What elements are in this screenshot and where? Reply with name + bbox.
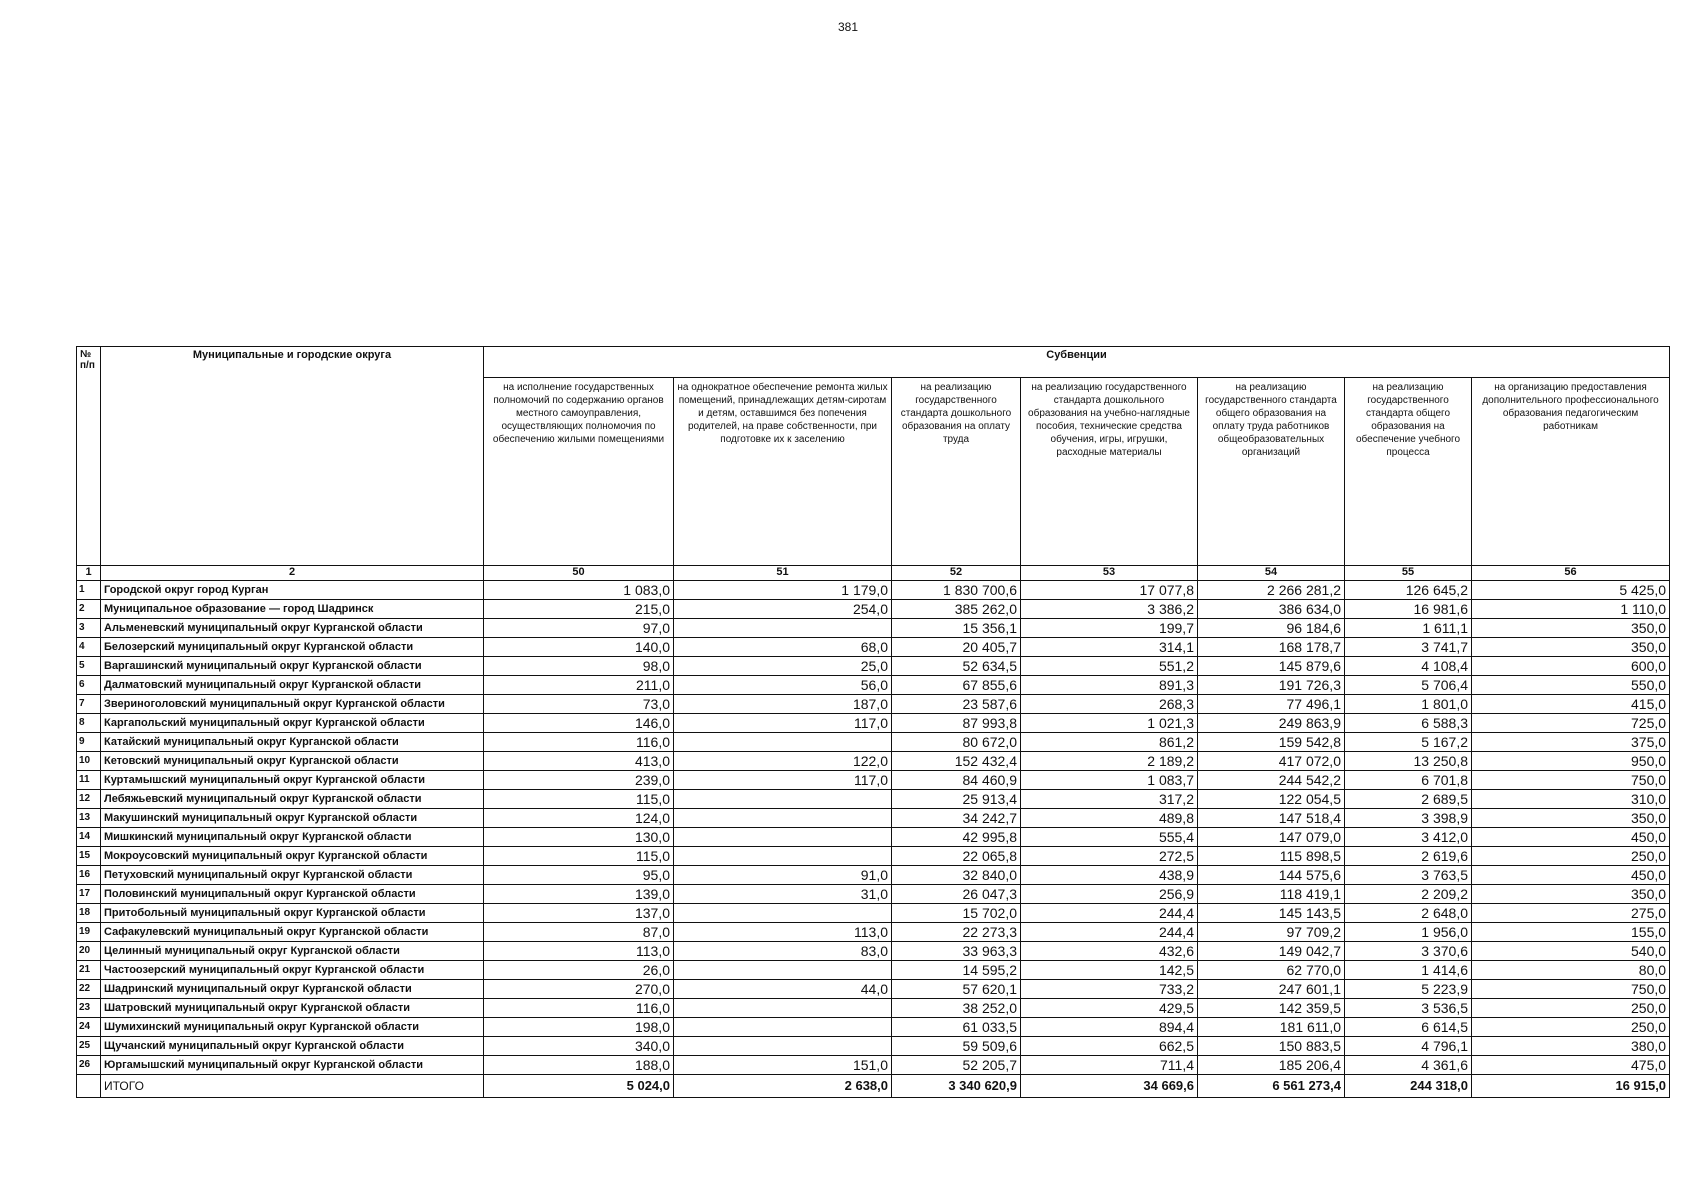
- value-cell: 3 386,2: [1021, 600, 1198, 619]
- value-cell: 152 432,4: [892, 752, 1021, 771]
- total-label: ИТОГО: [101, 1075, 484, 1098]
- district-name: Городской округ город Курган: [101, 581, 484, 600]
- value-cell: 73,0: [484, 695, 674, 714]
- table-row: [77, 923, 1670, 942]
- row-number: 23: [77, 999, 101, 1018]
- table-row: [77, 1056, 1670, 1075]
- table-row: [77, 961, 1670, 980]
- value-cell: 1 414,6: [1345, 961, 1472, 980]
- value-cell: 32 840,0: [892, 866, 1021, 885]
- district-name: Звериноголовский муниципальный округ Курганской области: [101, 695, 484, 714]
- total-row-number: [77, 1075, 101, 1098]
- value-cell: 3 741,7: [1345, 638, 1472, 657]
- value-cell: 118 419,1: [1198, 885, 1345, 904]
- district-name: Мишкинский муниципальный округ Курганской области: [101, 828, 484, 847]
- row-number: 17: [77, 885, 101, 904]
- column-header-55: на реализацию государственного стандарта общего образования на обеспечение учебного процесса: [1345, 378, 1472, 566]
- value-cell: 215,0: [484, 600, 674, 619]
- value-cell: 2 189,2: [1021, 752, 1198, 771]
- value-cell: 139,0: [484, 885, 674, 904]
- total-value-cell: 34 669,6: [1021, 1075, 1198, 1098]
- row-number: 8: [77, 714, 101, 733]
- value-cell: 44,0: [674, 980, 892, 999]
- value-cell: 181 611,0: [1198, 1018, 1345, 1037]
- value-cell: 188,0: [484, 1056, 674, 1075]
- district-name: Варгашинский муниципальный округ Курганской области: [101, 657, 484, 676]
- district-name: Шадринский муниципальный округ Курганской области: [101, 980, 484, 999]
- value-cell: 450,0: [1472, 828, 1670, 847]
- table-row: [77, 999, 1670, 1018]
- district-name: Половинский муниципальный округ Курганской области: [101, 885, 484, 904]
- value-cell: 711,4: [1021, 1056, 1198, 1075]
- value-cell: 250,0: [1472, 999, 1670, 1018]
- value-cell: 142 359,5: [1198, 999, 1345, 1018]
- value-cell: 62 770,0: [1198, 961, 1345, 980]
- row-number: 3: [77, 619, 101, 638]
- value-cell: 191 726,3: [1198, 676, 1345, 695]
- row-number: 7: [77, 695, 101, 714]
- value-cell: 891,3: [1021, 676, 1198, 695]
- value-cell: 25 913,4: [892, 790, 1021, 809]
- column-header-53: на реализацию государственного стандарта дошкольного образования на учебно-наглядные пособия, технические средства обучения, игры, игрушки, расходные материалы: [1021, 378, 1198, 566]
- value-cell: [674, 847, 892, 866]
- value-cell: 17 077,8: [1021, 581, 1198, 600]
- header-num: № п/п: [77, 347, 101, 566]
- col-number-50: 50: [484, 566, 674, 581]
- page-number: 381: [837, 20, 859, 34]
- value-cell: [674, 828, 892, 847]
- header-district: Муниципальные и городские округа: [101, 347, 484, 566]
- value-cell: 22 273,3: [892, 923, 1021, 942]
- value-cell: 3 370,6: [1345, 942, 1472, 961]
- value-cell: 2 648,0: [1345, 904, 1472, 923]
- value-cell: 2 209,2: [1345, 885, 1472, 904]
- table-row: [77, 752, 1670, 771]
- column-header-52: на реализацию государственного стандарта дошкольного образования на оплату труда: [892, 378, 1021, 566]
- district-name: Мокроусовский муниципальный округ Курганской области: [101, 847, 484, 866]
- value-cell: 168 178,7: [1198, 638, 1345, 657]
- value-cell: 20 405,7: [892, 638, 1021, 657]
- value-cell: 600,0: [1472, 657, 1670, 676]
- value-cell: 380,0: [1472, 1037, 1670, 1056]
- value-cell: 5 706,4: [1345, 676, 1472, 695]
- value-cell: 42 995,8: [892, 828, 1021, 847]
- value-cell: 97 709,2: [1198, 923, 1345, 942]
- value-cell: 113,0: [484, 942, 674, 961]
- table-row: [77, 1037, 1670, 1056]
- district-name: Куртамышский муниципальный округ Курганской области: [101, 771, 484, 790]
- value-cell: 314,1: [1021, 638, 1198, 657]
- value-cell: 432,6: [1021, 942, 1198, 961]
- value-cell: [674, 809, 892, 828]
- value-cell: 386 634,0: [1198, 600, 1345, 619]
- table-row: [77, 847, 1670, 866]
- table-row: [77, 600, 1670, 619]
- value-cell: 33 963,3: [892, 942, 1021, 961]
- value-cell: 26,0: [484, 961, 674, 980]
- value-cell: 268,3: [1021, 695, 1198, 714]
- col-number-1: 1: [77, 566, 101, 581]
- value-cell: 413,0: [484, 752, 674, 771]
- value-cell: [674, 904, 892, 923]
- value-cell: 3 763,5: [1345, 866, 1472, 885]
- col-number-51: 51: [674, 566, 892, 581]
- value-cell: 14 595,2: [892, 961, 1021, 980]
- table-row: [77, 980, 1670, 999]
- value-cell: 23 587,6: [892, 695, 1021, 714]
- value-cell: 5 223,9: [1345, 980, 1472, 999]
- value-cell: 57 620,1: [892, 980, 1021, 999]
- value-cell: 6 588,3: [1345, 714, 1472, 733]
- table-row: [77, 638, 1670, 657]
- value-cell: 34 242,7: [892, 809, 1021, 828]
- value-cell: 150 883,5: [1198, 1037, 1345, 1056]
- value-cell: 56,0: [674, 676, 892, 695]
- value-cell: 117,0: [674, 714, 892, 733]
- district-name: Белозерский муниципальный округ Курганской области: [101, 638, 484, 657]
- value-cell: 256,9: [1021, 885, 1198, 904]
- value-cell: 116,0: [484, 999, 674, 1018]
- value-cell: 16 981,6: [1345, 600, 1472, 619]
- row-number: 20: [77, 942, 101, 961]
- table-row: [77, 771, 1670, 790]
- value-cell: 1 083,7: [1021, 771, 1198, 790]
- value-cell: 540,0: [1472, 942, 1670, 961]
- value-cell: 147 079,0: [1198, 828, 1345, 847]
- value-cell: 438,9: [1021, 866, 1198, 885]
- value-cell: 247 601,1: [1198, 980, 1345, 999]
- value-cell: 1 110,0: [1472, 600, 1670, 619]
- value-cell: 26 047,3: [892, 885, 1021, 904]
- row-number: 16: [77, 866, 101, 885]
- value-cell: 4 108,4: [1345, 657, 1472, 676]
- value-cell: 115 898,5: [1198, 847, 1345, 866]
- value-cell: 270,0: [484, 980, 674, 999]
- value-cell: 198,0: [484, 1018, 674, 1037]
- value-cell: 894,4: [1021, 1018, 1198, 1037]
- value-cell: 429,5: [1021, 999, 1198, 1018]
- total-value-cell: 16 915,0: [1472, 1075, 1670, 1098]
- value-cell: 1 956,0: [1345, 923, 1472, 942]
- value-cell: 3 412,0: [1345, 828, 1472, 847]
- value-cell: 68,0: [674, 638, 892, 657]
- value-cell: 272,5: [1021, 847, 1198, 866]
- district-name: Юргамышский муниципальный округ Курганской области: [101, 1056, 484, 1075]
- value-cell: 249 863,9: [1198, 714, 1345, 733]
- table-row: [77, 885, 1670, 904]
- value-cell: 83,0: [674, 942, 892, 961]
- value-cell: 1 801,0: [1345, 695, 1472, 714]
- district-name: Далматовский муниципальный округ Курганской области: [101, 676, 484, 695]
- value-cell: 340,0: [484, 1037, 674, 1056]
- value-cell: 52 205,7: [892, 1056, 1021, 1075]
- value-cell: 733,2: [1021, 980, 1198, 999]
- table-row: [77, 676, 1670, 695]
- value-cell: 15 356,1: [892, 619, 1021, 638]
- value-cell: 84 460,9: [892, 771, 1021, 790]
- value-cell: 4 796,1: [1345, 1037, 1472, 1056]
- value-cell: [674, 961, 892, 980]
- value-cell: 147 518,4: [1198, 809, 1345, 828]
- value-cell: 117,0: [674, 771, 892, 790]
- value-cell: 5 167,2: [1345, 733, 1472, 752]
- value-cell: 350,0: [1472, 638, 1670, 657]
- value-cell: 415,0: [1472, 695, 1670, 714]
- value-cell: 59 509,6: [892, 1037, 1021, 1056]
- value-cell: 95,0: [484, 866, 674, 885]
- table-row: [77, 828, 1670, 847]
- value-cell: 250,0: [1472, 1018, 1670, 1037]
- row-number: 19: [77, 923, 101, 942]
- district-name: Щучанский муниципальный округ Курганской области: [101, 1037, 484, 1056]
- table-row: [77, 733, 1670, 752]
- district-name: Сафакулевский муниципальный округ Курганской области: [101, 923, 484, 942]
- value-cell: 350,0: [1472, 885, 1670, 904]
- value-cell: 122 054,5: [1198, 790, 1345, 809]
- value-cell: 350,0: [1472, 619, 1670, 638]
- value-cell: 1 021,3: [1021, 714, 1198, 733]
- value-cell: 1 830 700,6: [892, 581, 1021, 600]
- value-cell: 861,2: [1021, 733, 1198, 752]
- value-cell: 145 879,6: [1198, 657, 1345, 676]
- row-number: 15: [77, 847, 101, 866]
- value-cell: 115,0: [484, 847, 674, 866]
- value-cell: 555,4: [1021, 828, 1198, 847]
- table-row: [77, 581, 1670, 600]
- value-cell: 149 042,7: [1198, 942, 1345, 961]
- value-cell: 489,8: [1021, 809, 1198, 828]
- value-cell: 140,0: [484, 638, 674, 657]
- row-number: 18: [77, 904, 101, 923]
- value-cell: 38 252,0: [892, 999, 1021, 1018]
- value-cell: 130,0: [484, 828, 674, 847]
- subventions-table: [76, 346, 1670, 1098]
- column-header-50: на исполнение государственных полномочий по содержанию органов местного самоуправления, осуществляющих полномочия по обеспечению жилыми помещениями: [484, 378, 674, 566]
- value-cell: 250,0: [1472, 847, 1670, 866]
- row-number: 24: [77, 1018, 101, 1037]
- value-cell: [674, 1037, 892, 1056]
- total-row: [77, 1075, 1670, 1098]
- row-number: 12: [77, 790, 101, 809]
- total-value-cell: 5 024,0: [484, 1075, 674, 1098]
- value-cell: [674, 1018, 892, 1037]
- value-cell: 1 179,0: [674, 581, 892, 600]
- row-number: 4: [77, 638, 101, 657]
- value-cell: 98,0: [484, 657, 674, 676]
- value-cell: 244 542,2: [1198, 771, 1345, 790]
- col-number-54: 54: [1198, 566, 1345, 581]
- value-cell: 144 575,6: [1198, 866, 1345, 885]
- column-header-56: на организацию предоставления дополнительного профессионального образования педагогическим работникам: [1472, 378, 1670, 566]
- total-value-cell: 3 340 620,9: [892, 1075, 1021, 1098]
- row-number: 11: [77, 771, 101, 790]
- row-number: 1: [77, 581, 101, 600]
- value-cell: 67 855,6: [892, 676, 1021, 695]
- value-cell: [674, 733, 892, 752]
- value-cell: 239,0: [484, 771, 674, 790]
- total-value-cell: 244 318,0: [1345, 1075, 1472, 1098]
- value-cell: 91,0: [674, 866, 892, 885]
- value-cell: 6 701,8: [1345, 771, 1472, 790]
- row-number: 2: [77, 600, 101, 619]
- table-row: [77, 695, 1670, 714]
- value-cell: 77 496,1: [1198, 695, 1345, 714]
- value-cell: 137,0: [484, 904, 674, 923]
- value-cell: 375,0: [1472, 733, 1670, 752]
- value-cell: 25,0: [674, 657, 892, 676]
- value-cell: 244,4: [1021, 904, 1198, 923]
- value-cell: 185 206,4: [1198, 1056, 1345, 1075]
- col-number-53: 53: [1021, 566, 1198, 581]
- value-cell: 142,5: [1021, 961, 1198, 980]
- table-row: [77, 657, 1670, 676]
- row-number: 26: [77, 1056, 101, 1075]
- value-cell: 310,0: [1472, 790, 1670, 809]
- value-cell: 551,2: [1021, 657, 1198, 676]
- value-cell: 2 266 281,2: [1198, 581, 1345, 600]
- total-value-cell: 6 561 273,4: [1198, 1075, 1345, 1098]
- value-cell: 13 250,8: [1345, 752, 1472, 771]
- value-cell: 122,0: [674, 752, 892, 771]
- value-cell: 254,0: [674, 600, 892, 619]
- value-cell: 275,0: [1472, 904, 1670, 923]
- value-cell: 87,0: [484, 923, 674, 942]
- district-name: Шумихинский муниципальный округ Курганской области: [101, 1018, 484, 1037]
- value-cell: 385 262,0: [892, 600, 1021, 619]
- value-cell: 199,7: [1021, 619, 1198, 638]
- value-cell: 2 619,6: [1345, 847, 1472, 866]
- column-header-54: на реализацию государственного стандарта общего образования на оплату труда работников общеобразовательных организаций: [1198, 378, 1345, 566]
- row-number: 9: [77, 733, 101, 752]
- value-cell: 1 611,1: [1345, 619, 1472, 638]
- value-cell: 97,0: [484, 619, 674, 638]
- value-cell: 750,0: [1472, 771, 1670, 790]
- column-header-51: на однократное обеспечение ремонта жилых помещений, принадлежащих детям-сиротам и детям, оставшимся без попечения родителей, на праве собственности, при подготовке их к заселению: [674, 378, 892, 566]
- table-row: [77, 866, 1670, 885]
- subventions-table-wrapper: [76, 346, 1670, 1098]
- value-cell: 31,0: [674, 885, 892, 904]
- row-number: 21: [77, 961, 101, 980]
- value-cell: [674, 999, 892, 1018]
- value-cell: 450,0: [1472, 866, 1670, 885]
- district-name: Целинный муниципальный округ Курганской области: [101, 942, 484, 961]
- value-cell: 6 614,5: [1345, 1018, 1472, 1037]
- table-row: [77, 809, 1670, 828]
- district-name: Притобольный муниципальный округ Курганской области: [101, 904, 484, 923]
- value-cell: 87 993,8: [892, 714, 1021, 733]
- col-number-55: 55: [1345, 566, 1472, 581]
- row-number: 6: [77, 676, 101, 695]
- value-cell: 61 033,5: [892, 1018, 1021, 1037]
- value-cell: 80 672,0: [892, 733, 1021, 752]
- value-cell: 22 065,8: [892, 847, 1021, 866]
- value-cell: 15 702,0: [892, 904, 1021, 923]
- value-cell: 145 143,5: [1198, 904, 1345, 923]
- value-cell: 317,2: [1021, 790, 1198, 809]
- value-cell: 155,0: [1472, 923, 1670, 942]
- value-cell: 3 536,5: [1345, 999, 1472, 1018]
- table-row: [77, 904, 1670, 923]
- value-cell: 115,0: [484, 790, 674, 809]
- district-name: Макушинский муниципальный округ Курганской области: [101, 809, 484, 828]
- value-cell: [674, 619, 892, 638]
- district-name: Катайский муниципальный округ Курганской области: [101, 733, 484, 752]
- header-group-subventions: Субвенции: [484, 347, 1670, 378]
- district-name: Шатровский муниципальный округ Курганской области: [101, 999, 484, 1018]
- value-cell: 244,4: [1021, 923, 1198, 942]
- value-cell: 1 083,0: [484, 581, 674, 600]
- district-name: Каргапольский муниципальный округ Курганской области: [101, 714, 484, 733]
- value-cell: 750,0: [1472, 980, 1670, 999]
- value-cell: 417 072,0: [1198, 752, 1345, 771]
- value-cell: 5 425,0: [1472, 581, 1670, 600]
- district-name: Кетовский муниципальный округ Курганской области: [101, 752, 484, 771]
- value-cell: 159 542,8: [1198, 733, 1345, 752]
- value-cell: 475,0: [1472, 1056, 1670, 1075]
- value-cell: 146,0: [484, 714, 674, 733]
- row-number: 25: [77, 1037, 101, 1056]
- value-cell: 52 634,5: [892, 657, 1021, 676]
- table-row: [77, 714, 1670, 733]
- col-number-52: 52: [892, 566, 1021, 581]
- value-cell: 187,0: [674, 695, 892, 714]
- value-cell: 725,0: [1472, 714, 1670, 733]
- value-cell: 4 361,6: [1345, 1056, 1472, 1075]
- row-number: 22: [77, 980, 101, 999]
- value-cell: 151,0: [674, 1056, 892, 1075]
- district-name: Муниципальное образование — город Шадринск: [101, 600, 484, 619]
- value-cell: 3 398,9: [1345, 809, 1472, 828]
- value-cell: 113,0: [674, 923, 892, 942]
- value-cell: [674, 790, 892, 809]
- total-value-cell: 2 638,0: [674, 1075, 892, 1098]
- district-name: Частоозерский муниципальный округ Курганской области: [101, 961, 484, 980]
- district-name: Лебяжьевский муниципальный округ Курганской области: [101, 790, 484, 809]
- value-cell: 96 184,6: [1198, 619, 1345, 638]
- value-cell: 211,0: [484, 676, 674, 695]
- value-cell: 950,0: [1472, 752, 1670, 771]
- value-cell: 662,5: [1021, 1037, 1198, 1056]
- district-name: Петуховский муниципальный округ Курганской области: [101, 866, 484, 885]
- value-cell: 116,0: [484, 733, 674, 752]
- value-cell: 80,0: [1472, 961, 1670, 980]
- row-number: 13: [77, 809, 101, 828]
- row-number: 5: [77, 657, 101, 676]
- col-number-56: 56: [1472, 566, 1670, 581]
- table-row: [77, 942, 1670, 961]
- value-cell: 124,0: [484, 809, 674, 828]
- table-row: [77, 790, 1670, 809]
- value-cell: 550,0: [1472, 676, 1670, 695]
- value-cell: 2 689,5: [1345, 790, 1472, 809]
- table-row: [77, 619, 1670, 638]
- table-row: [77, 1018, 1670, 1037]
- row-number: 14: [77, 828, 101, 847]
- value-cell: 126 645,2: [1345, 581, 1472, 600]
- value-cell: 350,0: [1472, 809, 1670, 828]
- col-number-2: 2: [101, 566, 484, 581]
- row-number: 10: [77, 752, 101, 771]
- district-name: Альменевский муниципальный округ Курганской области: [101, 619, 484, 638]
